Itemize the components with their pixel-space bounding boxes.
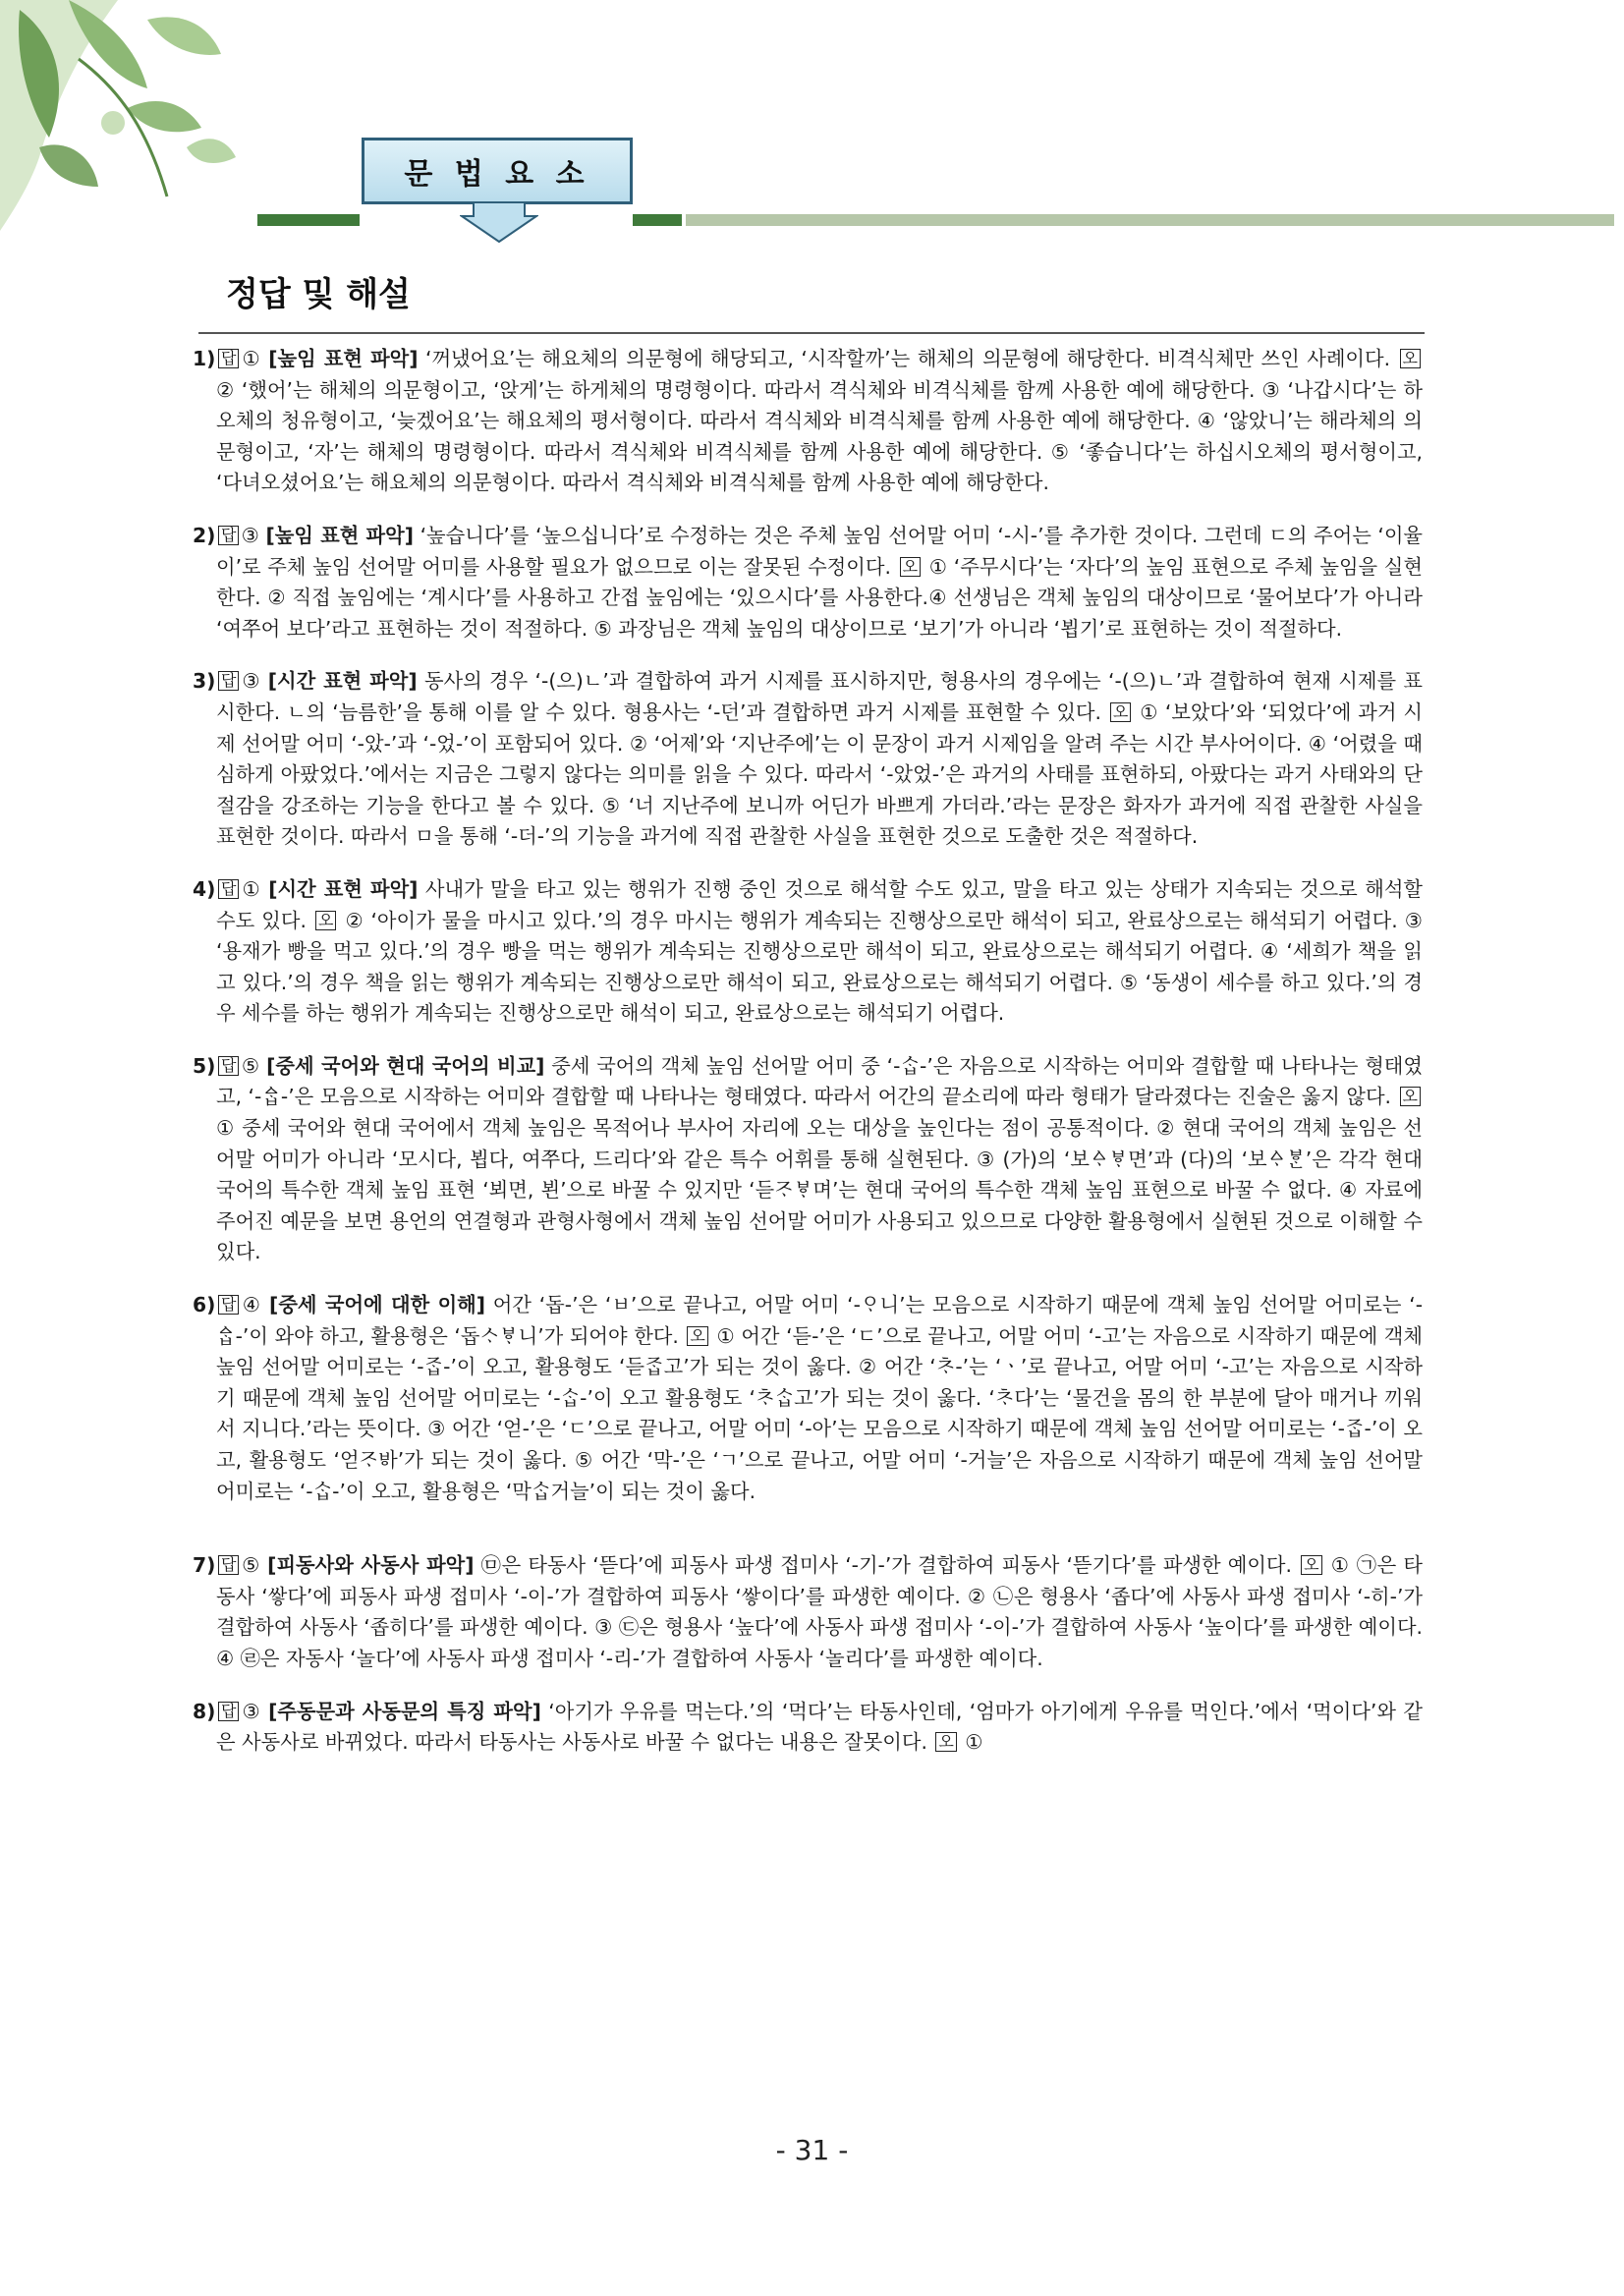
item-rest: ① ‘보았다’와 ‘되었다’에 과거 시제 선어말 어미 ‘-았-’과 ‘-었-’이 포함되어 있다. ② ‘어제’와 ‘지난주에’는 이 문장이 과거 시제임을 알려 주는 시간 부사어이다. ④ ‘어렸을 때 심하게 아팠었다.’에서는 지금은 그렇지 않다는 의미를 읽을 수 있다. 따라서 ‘-았었-’은 과거의 사태를 표현하되, 아팠다는 과거 사태와의 단절감을 강조하는 기능을 한다고 볼 수 있다. ⑤ ‘너 지난주에 보니까 어딘가 바쁘게 가더라.’라는 문장은 화자가 과거에 직접 관찰한 사실을 표현한 것이다. 따라서 ㅁ을 통해 ‘-더-’의 기능을 과거에 직접 관찰한 사실을 표현한 것으로 도출한 것은 적절하다. (216, 700, 1423, 849)
item-number: 8) (193, 1699, 216, 1723)
item-tag: [높임 표현 파악] (268, 347, 419, 370)
item-tag: [중세 국어와 현대 국어의 비교] (266, 1053, 545, 1078)
item-body: ‘꺼냈어요’는 해요체의 의문형에 해당되고, ‘시작할까’는 해체의 의문형에 해당한다. 비격식체만 쓰인 사례이다. (418, 347, 1391, 370)
down-arrow-icon (460, 202, 538, 244)
answer-badge: 답 (218, 1295, 239, 1315)
item-body: ㉤은 타동사 ‘뜯다’에 피동사 파생 접미사 ‘-기-’가 결합하여 피동사 ‘뜯기다’를 파생한 예이다. (474, 1553, 1292, 1578)
item-number: 7) (193, 1553, 216, 1578)
wrong-badge: 오 (935, 1732, 956, 1752)
item-rest: ② ‘했어’는 해체의 의문형이고, ‘앉게’는 하게체의 명령형이다. 따라서 격식체와 비격식체를 함께 사용한 예에 해당한다. ③ ‘나갑시다’는 하오체의 청유형이고, ‘늦겠어요’는 해요체의 평서형이다. 따라서 격식체와 비격식체를 함께 사용한 예에 해당한다. ④ ‘않았니’는 해라체의 의문형이고, ‘자’는 해체의 명령형이다. 따라서 격식체와 비격식체를 함께 사용한 예에 해당한다. ⑤ ‘좋습니다’는 하십시오체의 평서형이고, ‘다녀오셨어요’는 해요체의 의문형이다. 따라서 격식체와 비격식체를 함께 사용한 예에 해당한다. (216, 377, 1423, 495)
answer-item-1 (193, 344, 1423, 499)
item-rest: ② ‘아이가 물을 마시고 있다.’의 경우 마시는 행위가 계속되는 진행상으로만 해석이 되고, 완료상으로는 해석되기 어렵다. ③ ‘용재가 빵을 먹고 있다.’의 경우 빵을 먹는 행위가 계속되는 진행상으로만 해석이 되고, 완료상으로는 해석되기 어렵다. ④ ‘세희가 책을 읽고 있다.’의 경우 책을 읽는 행위가 계속되는 진행상으로만 해석이 되고, 완료상으로는 해석되기 어렵다. ⑤ ‘동생이 세수를 하고 있다.’의 경우 세수를 하는 행위가 계속되는 진행상으로만 해석이 되고, 완료상으로는 해석되기 어렵다. (216, 908, 1423, 1026)
item-number: 4) (193, 876, 216, 901)
section-title: 정답 및 해설 (226, 275, 411, 314)
header-title: 문 법 요 소 (362, 138, 633, 204)
answer-badge: 답 (218, 1056, 239, 1076)
answer-choice: ③ (241, 523, 259, 547)
item-number: 5) (193, 1053, 216, 1078)
answer-item-3 (193, 666, 1423, 853)
item-rest: ① (958, 1730, 983, 1755)
answer-item-5 (193, 1051, 1423, 1268)
item-rest: ① ‘주무시다’는 ‘자다’의 높임 표현으로 주체 높임을 실현한다. ② 직접 높임에는 ‘계시다’를 사용하고 간접 높임에는 ‘있으시다’를 사용한다.④ 선생님은 객체 높임의 대상이므로 ‘물어보다’가 아니라 ‘여쭈어 보다’라고 표현하는 것이 적절하다. ⑤ 과장님은 객체 높임의 대상이므로 ‘보기’가 아니라 ‘뵙기’로 표현하는 것이 적절하다. (216, 554, 1423, 641)
answer-badge: 답 (218, 1702, 239, 1721)
answer-choice: ③ (241, 1699, 261, 1723)
header-bar-mid (633, 214, 682, 226)
page-number: - 31 - (775, 2134, 849, 2166)
answer-choice: ③ (241, 669, 261, 694)
answer-item-7 (193, 1550, 1423, 1674)
wrong-badge: 오 (1400, 349, 1421, 368)
wrong-badge: 오 (315, 911, 336, 930)
item-tag: [시간 표현 파악] (268, 876, 419, 901)
wrong-badge: 오 (900, 557, 921, 577)
answer-badge: 답 (218, 671, 239, 691)
item-number: 2) (193, 523, 216, 547)
header-bar-left (257, 214, 360, 226)
answer-badge: 답 (218, 526, 239, 545)
item-tag: [높임 표현 파악] (265, 523, 415, 547)
answer-badge: 답 (218, 1555, 239, 1575)
item-number: 3) (193, 669, 216, 694)
item-body: ‘높습니다’를 ‘높으십니다’로 수정하는 것은 주체 높임 선어말 어미 ‘-시-’를 추가한 것이다. 그런데 ㄷ의 주어는 ‘이율이’로 주체 높임 선어말 어미를 사용할 필요가 없으므로 이는 잘못된 수정이다. (216, 523, 1424, 579)
item-number: 6) (193, 1293, 216, 1317)
item-rest: ① 중세 국어와 현대 국어에서 객체 높임은 목적어나 부사어 자리에 오는 대상을 높인다는 점이 공통적이다. ② 현대 국어의 객체 높임은 선어말 어미가 아니라 ‘모시다, 뵙다, 여쭈다, 드리다’와 같은 특수 어휘를 통해 실현된다. ③ (가)의 ‘보ᅀᆞᄫᆞ면’과 (다)의 ‘보ᅀᆞᄫᆞᆫ’은 각각 현대 국어의 특수한 객체 높임 표현 ‘뵈면, 뵌’으로 바꿀 수 있지만 ‘듣ᄌᆞᄫᆞ며’는 현대 국어의 특수한 객체 높임 표현으로 바꿀 수 없다. ④ 자료에 주어진 예문을 보면 용언의 연결형과 관형사형에서 객체 높임 선어말 어미가 사용되고 있으므로 다양한 활용형에서 실현된 것으로 이해할 수 있다. (216, 1116, 1423, 1264)
item-body: ‘아기가 우유를 먹는다.’의 ‘먹다’는 타동사인데, ‘엄마가 아기에게 우유를 먹인다.’에서 ‘먹이다’와 같은 사동사로 바뀌었다. 따라서 타동사는 사동사로 바꿀 수 없다는 내용은 잘못이다. (216, 1699, 1423, 1755)
item-tag: [주동문과 사동문의 특징 파악] (268, 1699, 541, 1723)
answer-item-2 (193, 521, 1423, 644)
item-body: 동사의 경우 ‘-(으)ㄴ’과 결합하여 과거 시제를 표시하지만, 형용사의 경우에는 ‘-(으)ㄴ’과 결합하여 현재 시제를 표시한다. ㄴ의 ‘늠름한’을 통해 이를 알 수 있다. 형용사는 ‘-던’과 결합하면 과거 시제를 표현할 수 있다. (216, 669, 1423, 724)
item-rest: ① 어간 ‘듣-’은 ‘ㄷ’으로 끝나고, 어말 어미 ‘-고’는 자음으로 시작하기 때문에 객체 높임 선어말 어미로는 ‘-ᄌᆞᆸ-’이 오고, 활용형도 ‘듣ᄌᆞᆸ고’가 되는 것이 옳다. ② 어간 ‘ᄎᆞ-’는 ‘ㆍ’로 끝나고, 어말 어미 ‘-고’는 자음으로 시작하기 때문에 객체 높임 선어말 어미로는 ‘-ᄉᆞᆸ-’이 오고 활용형도 ‘ᄎᆞᄉᆞᆸ고’가 되는 것이 옳다. ‘ᄎᆞ다’는 ‘물건을 몸의 한 부분에 달아 매거나 끼워서 지니다.’라는 뜻이다. ③ 어간 ‘얻-’은 ‘ㄷ’으로 끝나고, 어말 어미 ‘-아’는 모음으로 시작하기 때문에 객체 높임 선어말 어미로는 ‘-ᄌᆞᆸ-’이 오고, 활용형도 ‘얻ᄌᆞᄫᅡ’가 되는 것이 옳다. ⑤ 어간 ‘막-’은 ‘ㄱ’으로 끝나고, 어말 어미 ‘-거늘’은 자음으로 시작하기 때문에 객체 높임 선어말 어미로는 ‘-ᄉᆞᆸ-’이 오고, 활용형은 ‘막ᄉᆞᆸ거늘’이 되는 것이 옳다. (216, 1323, 1423, 1503)
answer-badge: 답 (218, 349, 239, 368)
item-rest: ① ㉠은 타동사 ‘쌓다’에 피동사 파생 접미사 ‘-이-’가 결합하여 피동사 ‘쌓이다’를 파생한 예이다. ② ㉡은 형용사 ‘좁다’에 사동사 파생 접미사 ‘-히-’가 결합하여 사동사 ‘좁히다’를 파생한 예이다. ③ ㉢은 형용사 ‘높다’에 사동사 파생 접미사 ‘-이-’가 결합하여 사동사 ‘높이다’를 파생한 예이다. ④ ㉣은 자동사 ‘놀다’에 사동사 파생 접미사 ‘-리-’가 결합하여 사동사 ‘놀리다’를 파생한 예이다. (216, 1553, 1423, 1670)
answer-item-6 (193, 1290, 1423, 1507)
item-tag: [중세 국어에 대한 이해] (269, 1293, 486, 1317)
answer-badge: 답 (218, 879, 239, 899)
answer-item-4 (193, 874, 1423, 1030)
wrong-badge: 오 (1110, 702, 1131, 722)
item-number: 1) (193, 347, 216, 370)
item-tag: [피동사와 사동사 파악] (267, 1553, 475, 1578)
header-bar-right (686, 214, 1614, 226)
answer-choice: ① (241, 876, 261, 901)
wrong-badge: 오 (1301, 1555, 1321, 1575)
item-tag: [시간 표현 파악] (267, 669, 418, 694)
item-body: 중세 국어의 객체 높임 선어말 어미 중 ‘-ᄉᆞᆸ-’은 자음으로 시작하는 어미와 결합할 때 나타나는 형태였고, ‘-ᅀᆞᆸ-’은 모음으로 시작하는 어미와 결합할 때 나타나는 형태였다. 따라서 어간의 끝소리에 따라 형태가 달라졌다는 진술은 옳지 않다. (216, 1053, 1423, 1109)
answer-choice: ④ (241, 1293, 262, 1317)
wrong-badge: 오 (1400, 1087, 1421, 1106)
answer-item-8 (193, 1697, 1423, 1759)
answer-choice: ⑤ (241, 1053, 260, 1078)
answer-list (193, 344, 1423, 1759)
title-divider (198, 332, 1425, 334)
answer-choice: ⑤ (241, 1553, 261, 1578)
answer-choice: ① (241, 347, 261, 370)
item-body: 어간 ‘돕-’은 ‘ㅂ’으로 끝나고, 어말 어미 ‘-ᄋᆞ니’는 모음으로 시작하기 때문에 객체 높임 선어말 어미로는 ‘-ᅀᆞᆸ-’이 와야 하고, 활용형은 ‘돕ᄉᆞᄫᆞ니’가 되어야 한다. (216, 1293, 1424, 1348)
leaf-decoration-icon (0, 0, 246, 231)
item-body: 사내가 말을 타고 있는 행위가 진행 중인 것으로 해석할 수도 있고, 말을 타고 있는 상태가 지속되는 것으로 해석할 수도 있다. (216, 876, 1423, 932)
wrong-badge: 오 (687, 1326, 707, 1346)
